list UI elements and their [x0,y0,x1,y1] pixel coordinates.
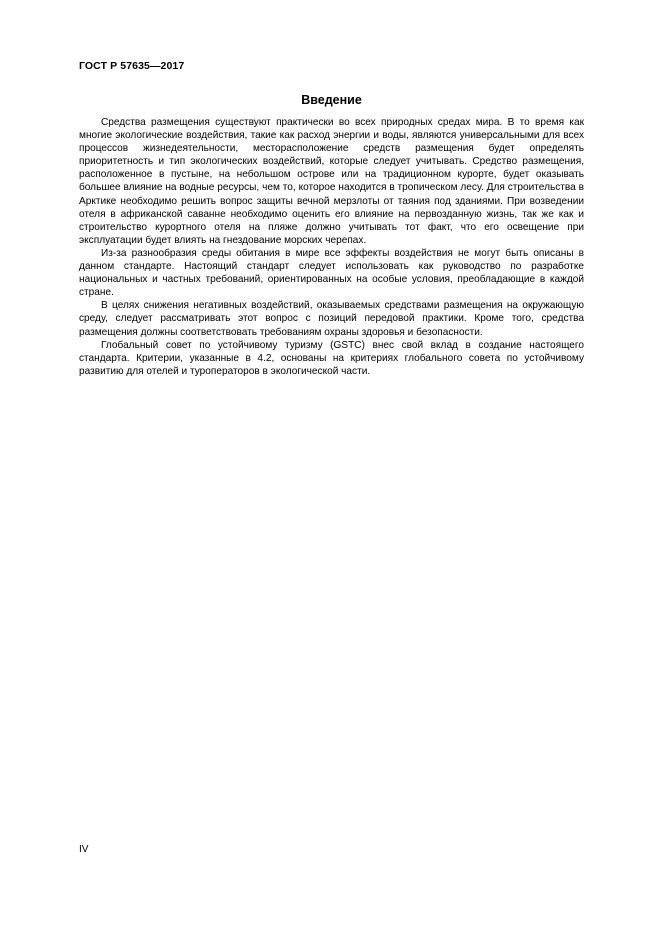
standard-number: ГОСТ Р 57635—2017 [79,60,185,72]
body-text [79,116,584,378]
paragraph: Из-за разнообразия среды обитания в мире все эффекты воздействия не могут быть описаны в данном стандарте. Настоящий стандарт следует использовать как руководство по разработке национальных и частных требований, ориентированных на особые условия, преобладающие в каждой стране. [79,247,584,299]
paragraph: Средства размещения существуют практически во всех природных средах мира. В то время как многие экологические воздействия, такие как расход энергии и воды, являются универсальными для всех процессов жизнедеятельности, месторасположение средств размещения будет определять приоритетность и тип экологических воздействий, которые следует учитывать. Средство размещения, расположенное в пустыне, на небольшом острове или на традиционном курорте, будет оказывать большее влияние на водные ресурсы, чем то, которое находится в тропическом лесу. Для строительства в Арктике необходимо решить вопрос защиты вечной мерзлоты от таяния под зданиями. При возведении отеля в африканской саванне необходимо оценить его влияние на первозданную жизнь, так же как и строительство курортного отеля на пляже должно учитывать тот факт, что его освещение при эксплуатации будет влиять на гнездование морских черепах. [79,117,584,246]
section-title: Введение [301,93,362,107]
paragraph: Глобальный совет по устойчивому туризму (GSTC) внес свой вклад в создание настоящего стандарта. Критерии, указанные в 4.2, основаны на критериях глобального совета по устойчивому развитию для отелей и туроператоров в экологической части. [79,339,584,377]
paragraph: В целях снижения негативных воздействий, оказываемых средствами размещения на окружающую среду, следует рассматривать этот вопрос с позиций передовой практики. Кроме того, средства размещения должны соответствовать требованиям охраны здоровья и безопасности. [79,300,584,338]
page-number: IV [79,844,89,855]
